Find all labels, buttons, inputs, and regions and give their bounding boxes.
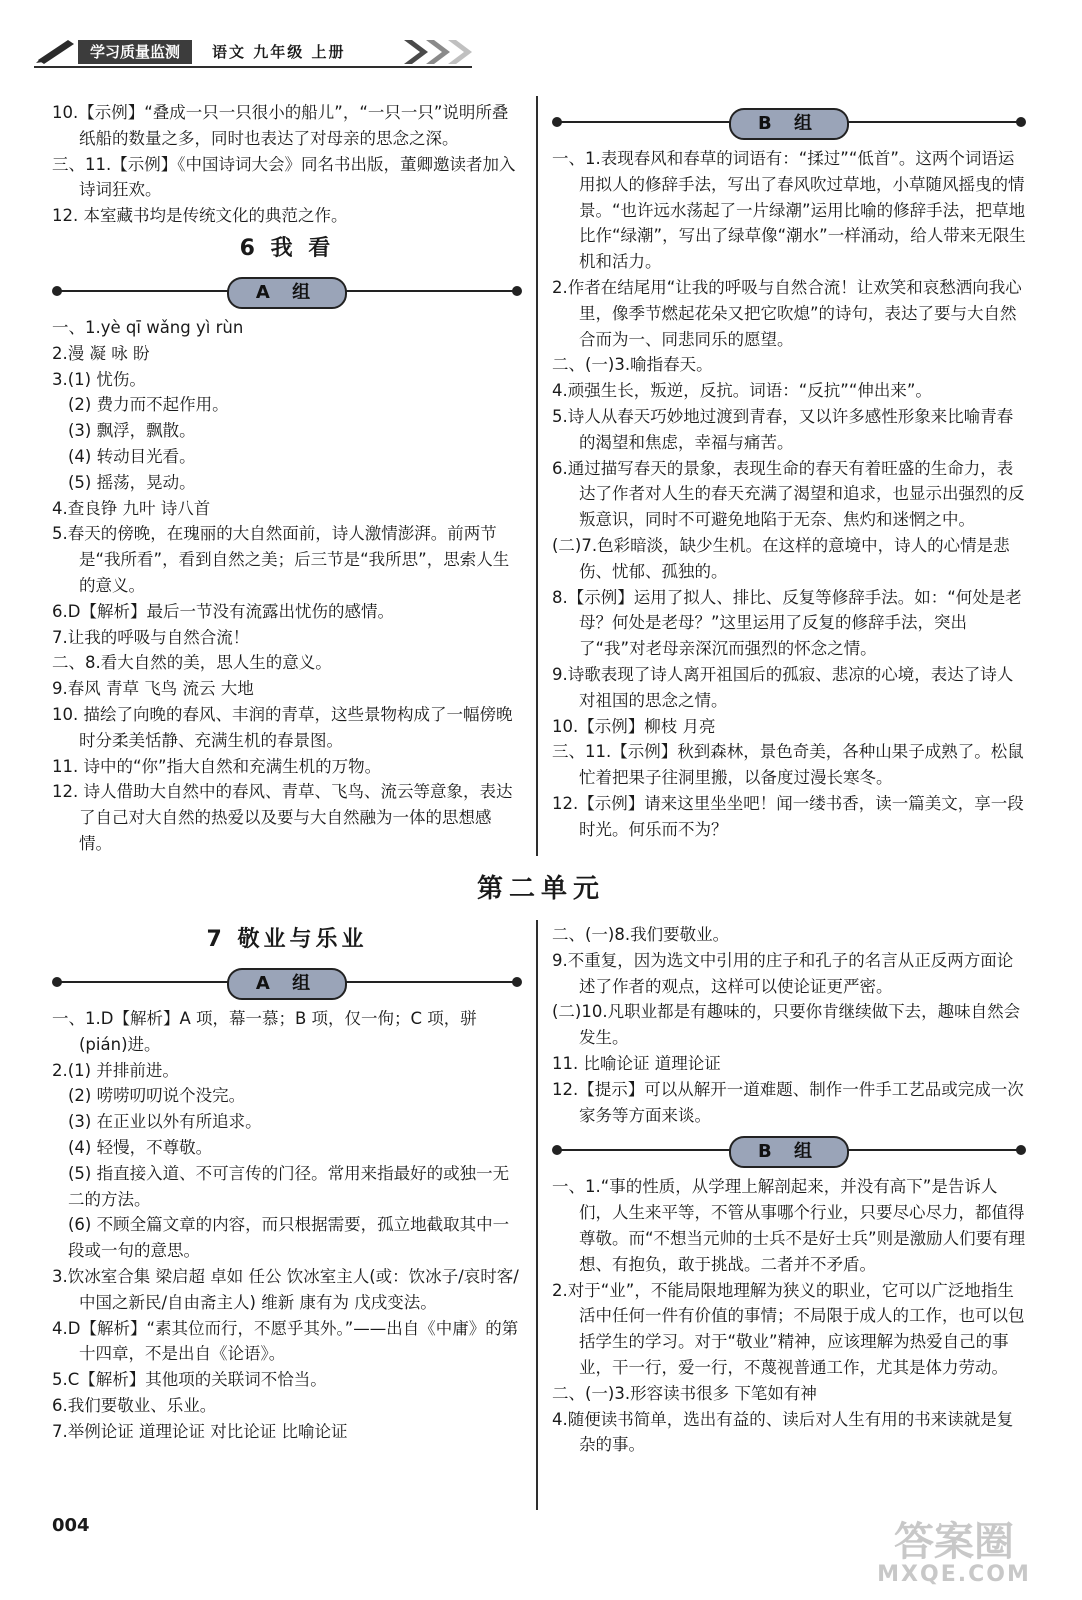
answer-line: 2.对于“业”，不能局限地理解为狭义的职业，它可以广泛地指生活中任何一件有价值的事情；不局限于成人的工作，也可以包括学生的学习。对于“敬业”精神，应该理解为热爱自己的事业，干一行，爱一行，不蔑视普通工作，尤其是体力劳动。 bbox=[552, 1280, 1025, 1377]
group-b-label-2: B 组 bbox=[729, 1136, 849, 1168]
column-divider-top bbox=[536, 96, 538, 856]
answer-line: 10.【示例】“叠成一只一只很小的船儿”，“一只一只”说明所叠纸船的数量之多，同时也表达了对母亲的思念之深。 bbox=[52, 103, 509, 148]
answer-line: 12. 诗人借助大自然中的春风、青草、飞鸟、流云等意象，表达了自己对大自然的热爱以及要与大自然融为一体的思想感情。 bbox=[52, 782, 513, 853]
answer-line: 2.(1) 并排前进。 bbox=[52, 1060, 179, 1080]
answer-line: (5) 摇荡，晃动。 bbox=[68, 472, 196, 492]
group-a-label: A 组 bbox=[227, 277, 347, 309]
answer-line: 6.通过描写春天的景象，表现生命的春天有着旺盛的生命力，表达了作者对人生的春天充满了渴望和追求，也显示出强烈的反叛意识，同时不可避免地陷于无奈、焦灼和迷惘之中。 bbox=[552, 458, 1025, 530]
answer-line: 11. 诗中的“你”指大自然和充满生机的万物。 bbox=[52, 756, 382, 776]
answer-line: (2) 费力而不起作用。 bbox=[68, 395, 229, 415]
top-right-column bbox=[552, 100, 1026, 843]
answer-line: 二、(一)3.形容读书很多 下笔如有神 bbox=[552, 1383, 817, 1403]
watermark-url: MXQE.COM bbox=[877, 1562, 1031, 1587]
brand-label: 学习质量监测 bbox=[78, 40, 192, 64]
answer-line: (二)10.凡职业都是有趣味的，只要你肯继续做下去，趣味自然会发生。 bbox=[552, 1002, 1021, 1048]
answer-line: 3.饮冰室合集 梁启超 卓如 任公 饮冰室主人(或：饮冰子/哀时客/中国之新民/自由斋主人) 维新 康有为 戊戌变法。 bbox=[52, 1266, 519, 1312]
answer-line: 12. 本室藏书均是传统文化的典范之作。 bbox=[52, 206, 348, 226]
subject-label: 语文 九年级 上册 bbox=[212, 43, 346, 61]
watermark-logo bbox=[854, 1519, 1054, 1587]
answer-line: (2) 唠唠叨叨说个没完。 bbox=[68, 1086, 246, 1106]
group-b-divider-2 bbox=[552, 1130, 1026, 1170]
bottom-right-column bbox=[552, 922, 1026, 1458]
answer-line: (4) 转动目光看。 bbox=[68, 446, 196, 466]
bottom-left-column bbox=[52, 920, 522, 1445]
lesson-title-7: 7 敬业与乐业 bbox=[206, 927, 368, 952]
answer-line: 三、11.【示例】《中国诗词大会》同名书出版，董卿邀读者加入诗词狂欢。 bbox=[52, 154, 516, 200]
answer-line: 一、1.yè qī wǎng yì rùn bbox=[52, 317, 244, 337]
answer-line: (二)7.色彩暗淡，缺少生机。在这样的意境中，诗人的心情是悲伤、忧郁、孤独的。 bbox=[552, 535, 1010, 581]
answer-line: 三、11.【示例】秋到森林，景色奇美，各种山果子成熟了。松鼠忙着把果子往洞里搬，以备度过漫长寒冬。 bbox=[552, 742, 1024, 788]
answer-line: 3.(1) 忧伤。 bbox=[52, 369, 146, 389]
column-divider-bottom bbox=[536, 920, 538, 1510]
answer-line: 4.D【解析】“素其位而行，不愿乎其外。”——出自《中庸》的第十四章，不是出自《论语》。 bbox=[52, 1318, 519, 1364]
answer-line: 12.【提示】可以从解开一道难题、制作一件手工艺品或完成一次家务等方面来谈。 bbox=[552, 1079, 1024, 1125]
answer-line: 4.随便读书简单，选出有益的、读后对人生有用的书来读就是复杂的事。 bbox=[552, 1409, 1014, 1455]
answer-line: 一、1.D【解析】A 项，幕一慕；B 项，仅一佝；C 项，骈(pián)进。 bbox=[52, 1009, 477, 1054]
answer-line: 二、(一)8.我们要敬业。 bbox=[552, 925, 730, 944]
answer-line: 7.让我的呼吸与自然合流！ bbox=[52, 627, 250, 647]
answer-line: 二、8.看大自然的美，思人生的意义。 bbox=[52, 653, 332, 673]
answer-line: 一、1.“事的性质，从学理上解剖起来，并没有高下”是告诉人们，人生来平等，不管从事哪个行业，只要尽心尽力，都值得尊敬。而“不想当元帅的士兵不是好士兵”则是激励人们要有理想、有抱负，敢于挑战。二者并不矛盾。 bbox=[552, 1177, 1026, 1274]
answer-line: 2.漫 凝 咏 盼 bbox=[52, 343, 150, 363]
answer-line: 11. 比喻论证 道理论证 bbox=[552, 1053, 721, 1073]
answer-line: (6) 不顾全篇文章的内容，而只根据需要，孤立地截取其中一段或一句的意思。 bbox=[68, 1215, 510, 1261]
answer-line: 二、(一)3.喻指春天。 bbox=[552, 355, 713, 375]
answer-line: 7.举例论证 道理论证 对比论证 比喻论证 bbox=[52, 1421, 348, 1441]
page-header bbox=[34, 30, 474, 66]
top-left-column bbox=[52, 100, 522, 857]
answer-line: (3) 在正业以外有所追求。 bbox=[68, 1112, 262, 1132]
group-a-label-2: A 组 bbox=[227, 968, 347, 1000]
answer-line: (3) 飘浮，飘散。 bbox=[68, 421, 196, 441]
answer-line: 9.不重复，因为选文中引用的庄子和孔子的名言从正反两方面论述了作者的观点，这样可以使论证更严密。 bbox=[552, 950, 1014, 996]
answer-line: (4) 轻慢，不尊敬。 bbox=[68, 1137, 213, 1157]
answer-line: 10. 描绘了向晚的春风、丰润的青草，这些景物构成了一幅傍晚时分柔美恬静、充满生机的春景图。 bbox=[52, 704, 513, 750]
page-number: 004 bbox=[52, 1515, 90, 1536]
answer-line: 12.【示例】请来这里坐坐吧！闻一缕书香，读一篇美文，享一段时光。何乐而不为？ bbox=[552, 793, 1024, 839]
answer-line: 5.春天的傍晚，在瑰丽的大自然面前，诗人激情澎湃。前两节是“我所看”，看到自然之美；后三节是“我所思”，思索人生的意义。 bbox=[52, 524, 510, 595]
unit-title: 第二单元 bbox=[476, 874, 605, 904]
answer-line: 10.【示例】柳枝 月亮 bbox=[552, 716, 716, 736]
answer-line: 8.【示例】运用了拟人、排比、反复等修辞手法。如：“何处是老母？何处是老母？”这里运用了反复的修辞手法，突出了“我”对老母亲深沉而强烈的怀念之情。 bbox=[552, 587, 1022, 659]
answer-line: 5.C【解析】其他项的关联词不恰当。 bbox=[52, 1370, 327, 1390]
lesson-title: 6 我 看 bbox=[239, 235, 335, 261]
answer-line: 6.我们要敬业、乐业。 bbox=[52, 1395, 217, 1415]
chevrons-icon bbox=[402, 36, 492, 68]
group-b-divider bbox=[552, 102, 1026, 142]
watermark-text: 答案圈 bbox=[894, 1519, 1014, 1565]
answer-line: 2.作者在结尾用“让我的呼吸与自然合流！让欢笑和哀愁洒向我心里，像季节燃起花朵又把它吹熄”的诗句，表达了要与大自然合而为一、同悲同乐的愿望。 bbox=[552, 277, 1022, 349]
answer-line: 4.查良铮 九叶 诗八首 bbox=[52, 498, 211, 518]
group-a-divider bbox=[52, 271, 522, 311]
answer-line: 9.春风 青草 飞鸟 流云 大地 bbox=[52, 679, 254, 699]
answer-line: 一、1.表现春风和春草的词语有：“揉过”“低首”。这两个词语运用拟人的修辞手法，写出了春风吹过草地，小草随风摇曳的情景。“也许远水荡起了一片绿潮”运用比喻的修辞手法，把草地比作“绿潮”，写出了绿草像“潮水”一样涌动，给人带来无限生机和活力。 bbox=[552, 149, 1026, 272]
group-a-divider-2 bbox=[52, 962, 522, 1002]
answer-line: 9.诗歌表现了诗人离开祖国后的孤寂、悲凉的心境，表达了诗人对祖国的思念之情。 bbox=[552, 664, 1014, 710]
group-b-label: B 组 bbox=[729, 108, 849, 140]
answer-line: 5.诗人从春天巧妙地过渡到青春，又以许多感性形象来比喻青春的渴望和焦虑，幸福与痛苦。 bbox=[552, 406, 1014, 452]
answer-line: 6.D【解析】最后一节没有流露出忧伤的感情。 bbox=[52, 601, 394, 621]
answer-line: 4.顽强生长，叛逆，反抗。词语：“反抗”“伸出来”。 bbox=[552, 381, 932, 401]
answer-line: (5) 指直接入道、不可言传的门径。常用来指最好的或独一无二的方法。 bbox=[68, 1163, 510, 1209]
header-rule bbox=[34, 66, 472, 68]
pen-icon bbox=[34, 36, 80, 64]
